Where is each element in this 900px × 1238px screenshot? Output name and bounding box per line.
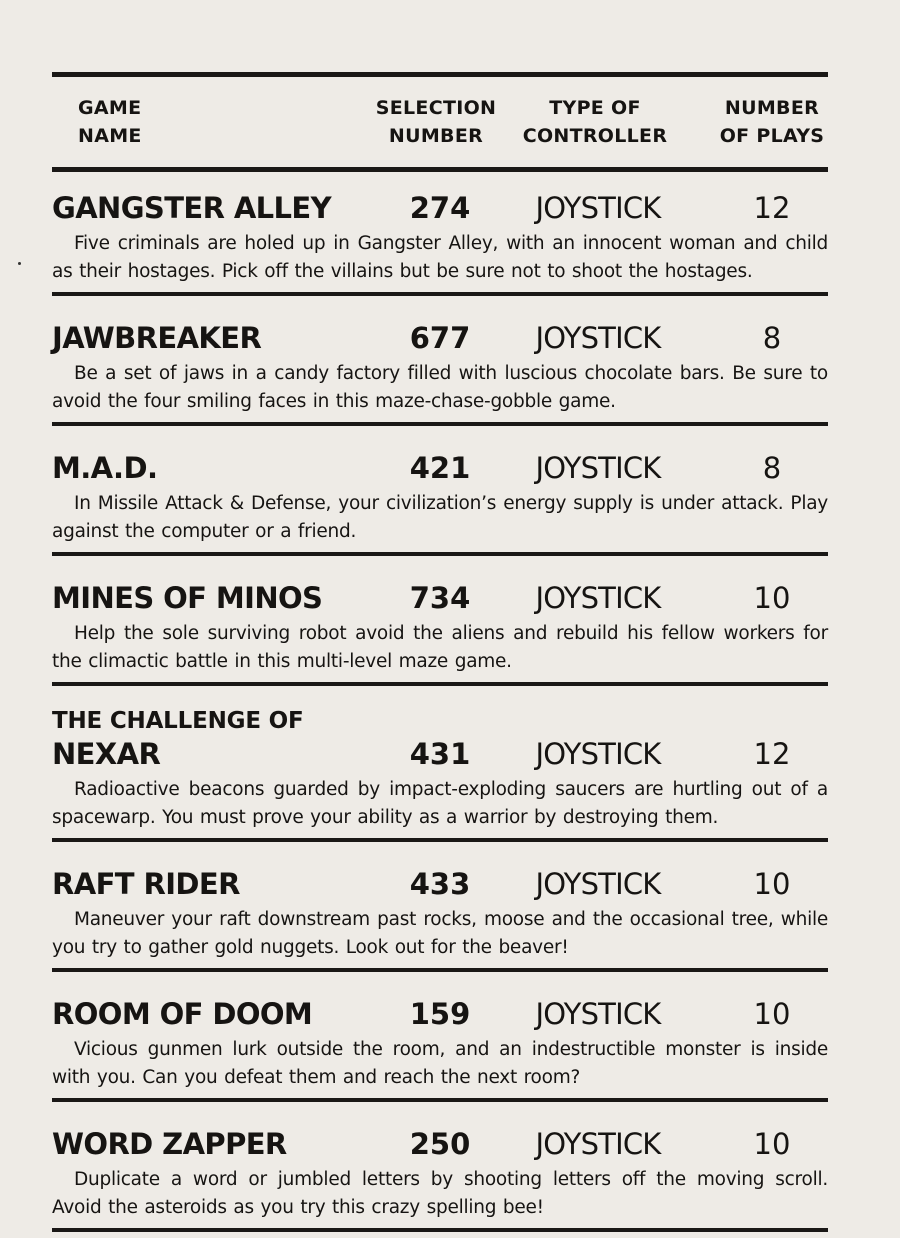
game-name-main: JAWBREAKER — [52, 321, 262, 355]
controller-type: JOYSTICK — [535, 321, 661, 355]
entry-divider — [52, 682, 828, 686]
game-entry — [52, 302, 828, 432]
header-selection-number: SELECTION NUMBER — [375, 97, 497, 147]
game-name — [52, 706, 304, 772]
game-description: Be a set of jaws in a candy factory filled with luscious chocolate bars. Be sure to avoid the four smiling faces in this maze-chase-gobble game. — [52, 363, 828, 412]
game-entry — [52, 848, 828, 978]
number-of-plays: 8 — [762, 451, 782, 485]
number-of-plays: 12 — [753, 737, 791, 771]
header-type-of-controller: TYPE OF CONTROLLER — [522, 97, 668, 147]
game-name — [52, 450, 157, 486]
selection-number: 159 — [409, 997, 471, 1031]
number-of-plays: 10 — [753, 867, 791, 901]
game-name-main: ROOM OF DOOM — [52, 997, 313, 1031]
game-title-row — [52, 704, 828, 774]
header-number-of-plays: NUMBER OF PLAYS — [719, 97, 825, 147]
number-of-plays: 8 — [762, 321, 782, 355]
game-name-main: MINES OF MINOS — [52, 581, 323, 615]
selection-number: 433 — [409, 867, 471, 901]
game-name — [52, 1126, 287, 1162]
selection-number: 677 — [409, 321, 471, 355]
game-name-main: RAFT RIDER — [52, 867, 240, 901]
game-name — [52, 866, 240, 902]
game-list — [52, 172, 828, 1238]
game-description: Five criminals are holed up in Gangster Alley, with an innocent woman and child as their hostages. Pick off the villains but be sure not to shoot the hostages. — [52, 233, 828, 282]
game-description: Duplicate a word or jumbled letters by shooting letters off the moving scroll. Avoid the asteroids as you try this crazy spelling bee! — [52, 1169, 828, 1218]
controller-type: JOYSTICK — [535, 581, 661, 615]
game-description: Maneuver your raft downstream past rocks, moose and the occasional tree, while you try to gather gold nuggets. Look out for the beaver! — [52, 909, 828, 958]
number-of-plays: 10 — [753, 997, 791, 1031]
number-of-plays: 12 — [753, 191, 791, 225]
game-description: Help the sole surviving robot avoid the aliens and rebuild his fellow workers for the climactic battle in this multi-level maze game. — [52, 623, 828, 672]
game-entry — [52, 978, 828, 1108]
paper-speck — [18, 262, 21, 265]
game-name-main: WORD ZAPPER — [52, 1127, 287, 1161]
selection-number: 250 — [409, 1127, 471, 1161]
game-name — [52, 996, 312, 1032]
game-title-row — [52, 1120, 828, 1164]
selection-number: 734 — [409, 581, 471, 615]
game-title-row — [52, 444, 828, 488]
game-name — [52, 580, 322, 616]
game-description: Vicious gunmen lurk outside the room, and an indestructible monster is inside with you. Can you defeat them and reach the next room? — [52, 1039, 828, 1088]
game-title-row — [52, 314, 828, 358]
game-name-main: M.A.D. — [52, 451, 158, 485]
table-header — [52, 77, 828, 167]
header-game-name: GAME NAME — [78, 97, 142, 147]
game-entry — [52, 562, 828, 692]
game-entry — [52, 692, 828, 848]
entry-divider — [52, 1228, 828, 1232]
entry-divider — [52, 838, 828, 842]
controller-type: JOYSTICK — [535, 1127, 661, 1161]
selection-number: 274 — [409, 191, 471, 225]
game-name-prefix: THE CHALLENGE OF — [52, 708, 304, 734]
controller-type: JOYSTICK — [535, 191, 661, 225]
game-entry — [52, 172, 828, 302]
entry-divider — [52, 552, 828, 556]
game-title-row — [52, 860, 828, 904]
game-name — [52, 320, 261, 356]
selection-number: 431 — [409, 737, 471, 771]
game-name-main: NEXAR — [52, 737, 161, 771]
game-title-row — [52, 184, 828, 228]
entry-divider — [52, 1098, 828, 1102]
game-name-main: GANGSTER ALLEY — [52, 191, 332, 225]
controller-type: JOYSTICK — [535, 997, 661, 1031]
game-description: Radioactive beacons guarded by impact-exploding saucers are hurtling out of a spacewarp. You must prove your ability as a warrior by destroying them. — [52, 779, 828, 828]
controller-type: JOYSTICK — [535, 867, 661, 901]
game-description: In Missile Attack & Defense, your civilization’s energy supply is under attack. Play against the computer or a friend. — [52, 493, 828, 542]
game-title-row — [52, 990, 828, 1034]
game-entry — [52, 432, 828, 562]
entry-divider — [52, 292, 828, 296]
selection-number: 421 — [409, 451, 471, 485]
controller-type: JOYSTICK — [535, 737, 661, 771]
entry-divider — [52, 968, 828, 972]
game-entry — [52, 1108, 828, 1238]
number-of-plays: 10 — [753, 581, 791, 615]
game-title-row — [52, 574, 828, 618]
entry-divider — [52, 422, 828, 426]
game-catalog-page — [52, 72, 828, 1238]
game-name — [52, 190, 331, 226]
number-of-plays: 10 — [753, 1127, 791, 1161]
controller-type: JOYSTICK — [535, 451, 661, 485]
